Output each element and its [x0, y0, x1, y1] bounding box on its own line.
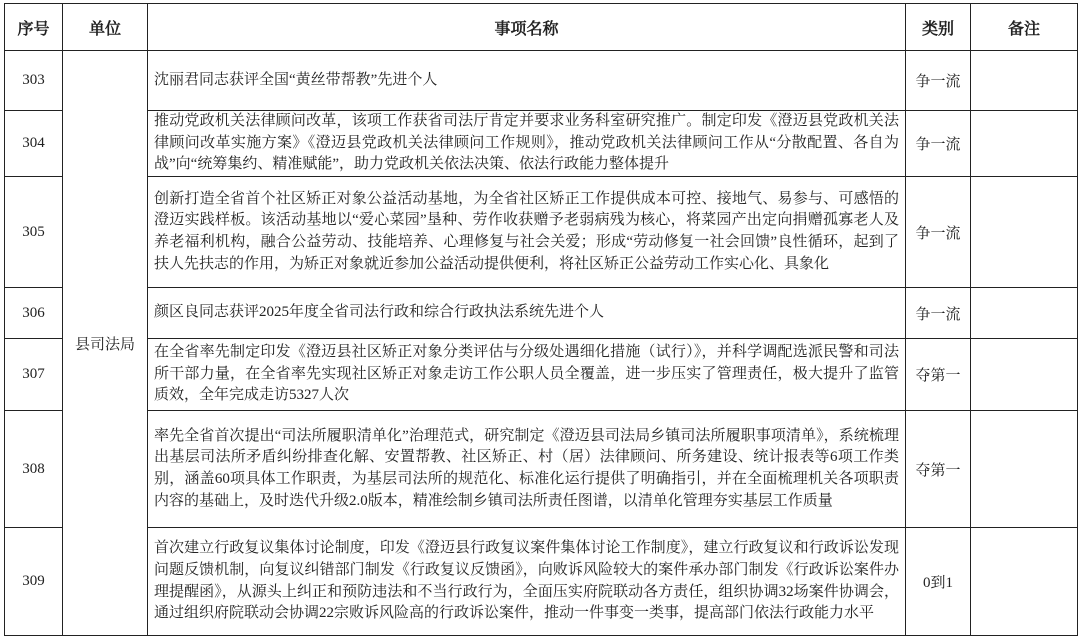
table-row — [5, 177, 1078, 288]
row-seq: 303 — [5, 51, 63, 111]
row-item: 在全省率先制定印发《澄迈县社区矫正对象分类评估与分级处遇细化措施（试行）》，并科学调配选派民警和司法所干部力量，在全省率先实现社区矫正对象走访工作公职人员全覆盖，进一步压实了管理责任，极大提升了监管质效，全年完成走访5327人次 — [148, 339, 906, 411]
row-remark — [971, 528, 1078, 636]
header-category: 类别 — [906, 4, 971, 51]
header-remark: 备注 — [971, 4, 1078, 51]
table-row — [5, 339, 1078, 411]
table-row — [5, 111, 1078, 177]
unit-cell: 县司法局 — [63, 51, 148, 636]
row-item: 颜区良同志获评2025年度全省司法行政和综合行政执法系统先进个人 — [148, 288, 906, 339]
row-remark — [971, 177, 1078, 288]
table-row — [5, 51, 1078, 111]
row-category: 争一流 — [906, 111, 971, 177]
row-seq: 307 — [5, 339, 63, 411]
header-unit: 单位 — [63, 4, 148, 51]
row-seq: 306 — [5, 288, 63, 339]
row-seq: 308 — [5, 411, 63, 528]
row-remark — [971, 51, 1078, 111]
row-category: 争一流 — [906, 51, 971, 111]
row-category: 夺第一 — [906, 339, 971, 411]
row-seq: 305 — [5, 177, 63, 288]
row-seq: 304 — [5, 111, 63, 177]
table-row — [5, 288, 1078, 339]
row-remark — [971, 288, 1078, 339]
row-item: 沈丽君同志获评全国“黄丝带帮教”先进个人 — [148, 51, 906, 111]
table-row — [5, 528, 1078, 636]
row-remark — [971, 411, 1078, 528]
row-category: 争一流 — [906, 288, 971, 339]
row-item: 推动党政机关法律顾问改革，该项工作获省司法厅肯定并要求业务科室研究推广。制定印发《澄迈县党政机关法律顾问改革实施方案》《澄迈县党政机关法律顾问工作规则》，推动党政机关法律顾问工作从“分散配置、各自为战”向“统筹集约、精准赋能”，助力党政机关依法决策、依法行政能力整体提升 — [148, 111, 906, 177]
row-item: 创新打造全省首个社区矫正对象公益活动基地，为全省社区矫正工作提供成本可控、接地气、易参与、可感悟的澄迈实践样板。该活动基地以“爱心菜园”垦种、劳作收获赠予老弱病残为核心，将菜园产出定向捐赠孤寡老人及养老福利机构，融合公益劳动、技能培养、心理修复与社会关爱；形成“劳动修复一社会回馈”良性循环，起到了扶人先扶志的作用，为矫正对象就近参加公益活动提供便利，将社区矫正公益劳动工作实心化、具象化 — [148, 177, 906, 288]
row-category: 夺第一 — [906, 411, 971, 528]
row-remark — [971, 339, 1078, 411]
header-seq: 序号 — [5, 4, 63, 51]
achievements-table — [4, 3, 1078, 636]
row-seq: 309 — [5, 528, 63, 636]
header-item: 事项名称 — [148, 4, 906, 51]
row-category: 争一流 — [906, 177, 971, 288]
row-item: 率先全省首次提出“司法所履职清单化”治理范式，研究制定《澄迈县司法局乡镇司法所履职事项清单》，系统梳理出基层司法所矛盾纠纷排查化解、安置帮教、社区矫正、村（居）法律顾问、所务建设、统计报表等6项工作类别，涵盖60项具体工作职责，为基层司法所的规范化、标准化运行提供了明确指引，并在全面梳理机关各项职责内容的基础上，及时迭代升级2.0版本，精准绘制乡镇司法所责任图谱，以清单化管理夯实基层工作质量 — [148, 411, 906, 528]
row-item: 首次建立行政复议集体讨论制度，印发《澄迈县行政复议案件集体讨论工作制度》，建立行政复议和行政诉讼发现问题反馈机制，向复议纠错部门制发《行政复议反馈函》，向败诉风险较大的案件承办部门制发《行政诉讼案件办理提醒函》，从源头上纠正和预防违法和不当行政行为，全面压实府院联动各方责任，组织协调32场案件协调会，通过组织府院联动会协调22宗败诉风险高的行政诉讼案件，推动一件事变一类事，提高部门依法行政能力水平 — [148, 528, 906, 636]
row-remark — [971, 111, 1078, 177]
row-category: 0到1 — [906, 528, 971, 636]
table-row — [5, 411, 1078, 528]
header-row — [5, 4, 1078, 51]
